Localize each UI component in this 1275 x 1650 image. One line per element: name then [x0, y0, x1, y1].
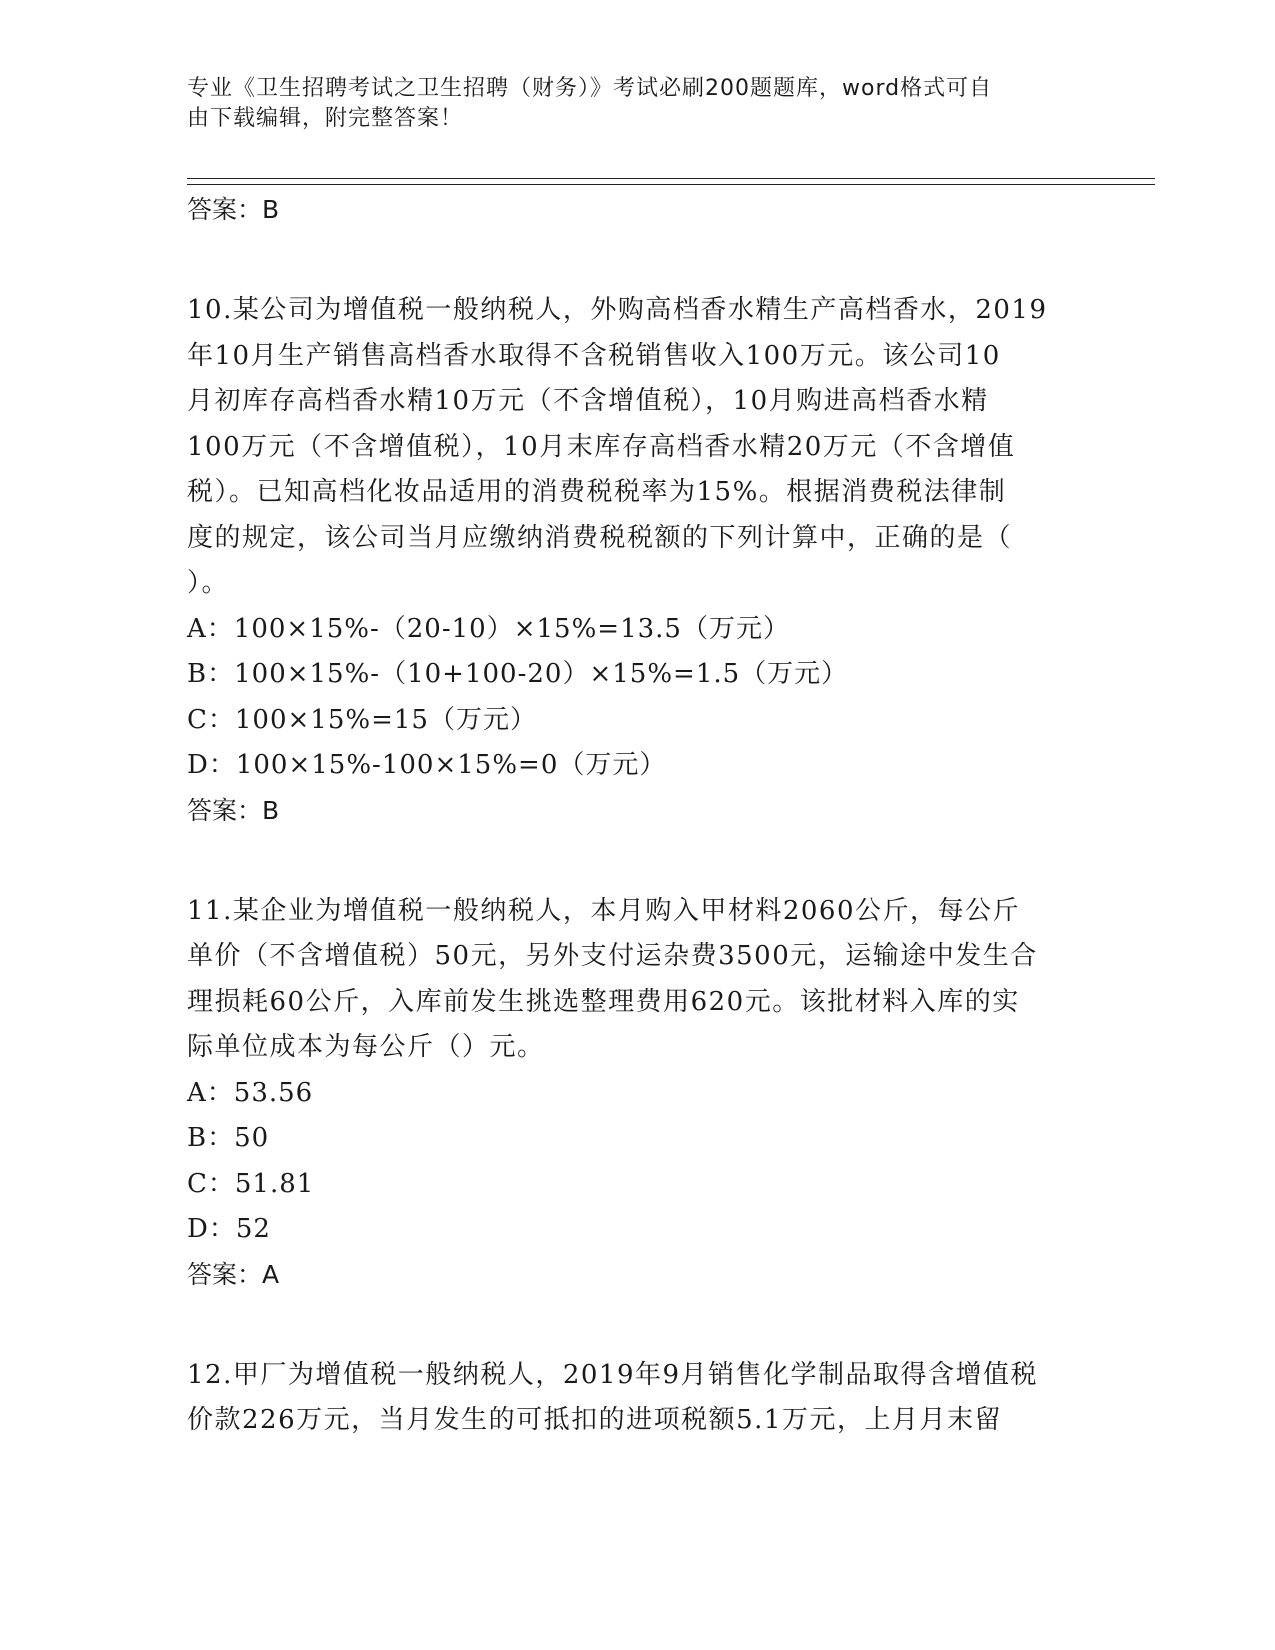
- question-line: 际单位成本为每公斤（）元。: [187, 1032, 545, 1062]
- question-line: 月初库存高档香水精10万元（不含增值税），10月购进高档香水精: [187, 386, 989, 416]
- option-a: A：100×15%-（20-10）×15%=13.5（万元）: [187, 613, 790, 644]
- question-line: 10.某公司为增值税一般纳税人，外购高档香水精生产高档香水，2019: [187, 295, 1048, 325]
- question-line: ）。: [187, 568, 230, 598]
- question-line: 价款226万元，当月发生的可抵扣的进项税额5.1万元，上月月末留: [187, 1405, 1002, 1435]
- document-body: [187, 188, 1087, 1444]
- option-c: C：51.81: [187, 1168, 315, 1199]
- option-b: B：100×15%-（10+100-20）×15%=1.5（万元）: [187, 659, 849, 689]
- option-b: B：50: [187, 1123, 270, 1153]
- header-title-line-2: 由下载编辑，附完整答案！: [187, 106, 464, 131]
- header-title-line-1: 专业《卫生招聘考试之卫生招聘（财务）》考试必刷200题题库，word格式可自: [187, 76, 993, 101]
- spacer: [187, 1297, 1087, 1353]
- option-a: A：53.56: [187, 1077, 314, 1108]
- question-line: 度的规定，该公司当月应缴纳消费税税额的下列计算中，正确的是（: [187, 522, 1013, 553]
- question-12: [187, 1353, 1087, 1444]
- question-10: [187, 288, 1087, 833]
- question-line: 100万元（不含增值税），10月末库存高档香水精20万元（不含增值: [187, 431, 1016, 462]
- question-line: 11.某企业为增值税一般纳税人，本月购入甲材料2060公斤，每公斤: [187, 895, 1021, 926]
- document-header: [187, 74, 1067, 134]
- question-line: 年10月生产销售高档香水取得不含税销售收入100万元。该公司10: [187, 340, 1001, 371]
- header-divider: [187, 178, 1155, 185]
- spacer: [187, 833, 1087, 889]
- option-c: C：100×15%=15（万元）: [187, 704, 537, 735]
- question-11: [187, 889, 1087, 1297]
- question-line: 12.甲厂为增值税一般纳税人，2019年9月销售化学制品取得含增值税: [187, 1359, 1039, 1390]
- spacer: [187, 232, 1087, 288]
- question-line: 理损耗60公斤，入库前发生挑选整理费用620元。该批材料入库的实: [187, 986, 1020, 1017]
- question-line: 单价（不含增值税）50元，另外支付运杂费3500元，运输途中发生合: [187, 941, 1038, 971]
- question-line: 税）。已知高档化妆品适用的消费税税率为15%。根据消费税法律制: [187, 477, 1007, 507]
- answer: 答案：B: [187, 795, 280, 825]
- answer: 答案：A: [187, 1259, 280, 1289]
- option-d: D：100×15%-100×15%=0（万元）: [187, 750, 667, 780]
- previous-answer: 答案：B: [187, 195, 280, 224]
- option-d: D：52: [187, 1214, 271, 1244]
